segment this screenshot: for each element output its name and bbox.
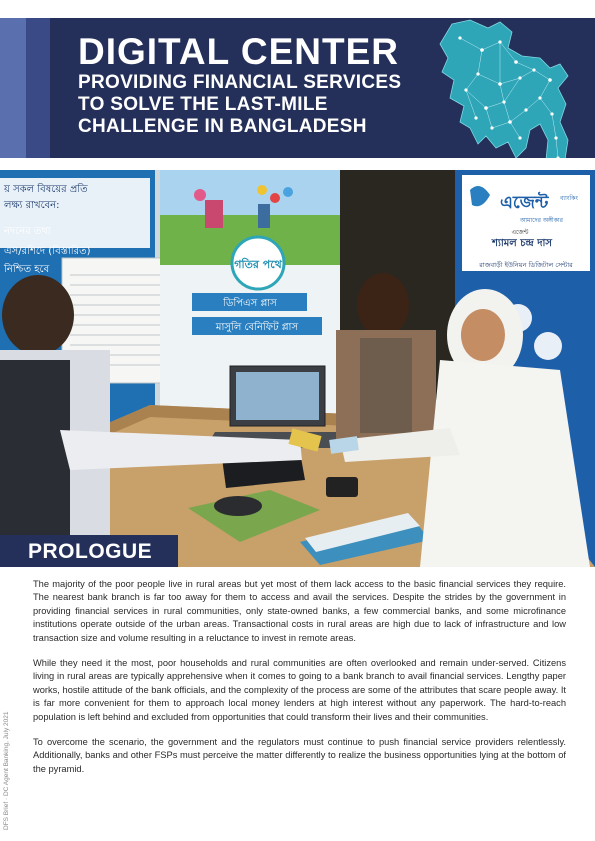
subtitle-line-3: CHALLENGE IN BANGLADESH: [78, 116, 367, 137]
header-banner: [0, 18, 595, 158]
booth-item-2: মাসুলি বেনিফিট প্লাস: [215, 322, 299, 333]
agent-tagline: আমাদের অঙ্গীকার: [520, 217, 563, 224]
banner-left-line-2: লক্ষ্য রাখবেন:: [4, 200, 60, 211]
header-accent-stripe: [0, 18, 26, 158]
booth-logo-text: গতির পথে: [234, 258, 282, 271]
agent-name: শ্যামল চন্দ্র দাস: [492, 238, 552, 249]
paragraph-3: To overcome the scenario, the government and the regulators must continue to push financial service providers relentlessly. Additionally, banks and other FSPs must perceive the matter differently to realize the business opportunities lying at the bottom of the pyramid.: [33, 737, 566, 774]
booth-item-1: ডিপিএস প্লাস: [223, 298, 277, 309]
banner-left-line-3: নদনের তথ্য: [4, 226, 51, 237]
article-body: [33, 578, 566, 788]
page-title: DIGITAL CENTER: [78, 31, 399, 72]
agent-brand: এজেন্ট: [500, 193, 549, 213]
subtitle-line-1: PROVIDING FINANCIAL SERVICES: [78, 72, 402, 93]
bangladesh-map-network-icon: [430, 18, 595, 158]
section-label: [0, 535, 178, 567]
title-block: [78, 32, 401, 138]
banner-left-line-1: য় সকল বিষয়ের প্রতি: [4, 184, 88, 195]
banner-left-line-4: এস/রশিদে (বিস্তারিত): [4, 246, 91, 257]
agent-brand-suffix: ব্যাংকিং: [560, 195, 578, 202]
agent-center: রাজবাড়ী ইউনিয়ন ডিজিটাল সেন্টার: [479, 261, 573, 269]
digital-center-photo: [0, 170, 595, 567]
side-footer-note: DFS Brief · DC Agent Banking, July 2021: [3, 711, 10, 830]
banner-left-line-5: নিশ্চিত হবে: [4, 264, 50, 275]
section-label-text: PROLOGUE: [28, 540, 153, 563]
paragraph-2: While they need it the most, poor households and rural communities are often overlooked and remain under-served. Citizens living in rural areas are typically apprehensive when it comes to going to a bank branch to avail financial services. Lengthy paper works, hostile attitude of the bank officials, and the complexity of the process are some of the attributes that scare people away. It is far more convenient for them to approach local money lenders at high interest without any paperwork. The hard-to-reach population is left behind and excluded from opportunities that could transform their lives and their communities.: [33, 658, 566, 722]
subtitle-line-2: TO SOLVE THE LAST-MILE: [78, 94, 328, 115]
header-accent-stripe-2: [26, 18, 50, 158]
agent-label: এজেন্ট: [511, 229, 529, 236]
paragraph-1: The majority of the poor people live in rural areas but yet most of them lack access to the basic financial services they require. The nearest bank branch is far too away for them to access and avail the services. Despite the strides by the government in providing financial services in rural communities, only state-owned banks, a few commercial banks, and some microfinance institutions operate outside of the urban areas. Transactional costs in rural areas are high due to lack of infrastructure and low transaction size and volume resulting in a reluctance to invest in remote areas.: [33, 579, 566, 643]
photo-illustration: [0, 170, 595, 567]
